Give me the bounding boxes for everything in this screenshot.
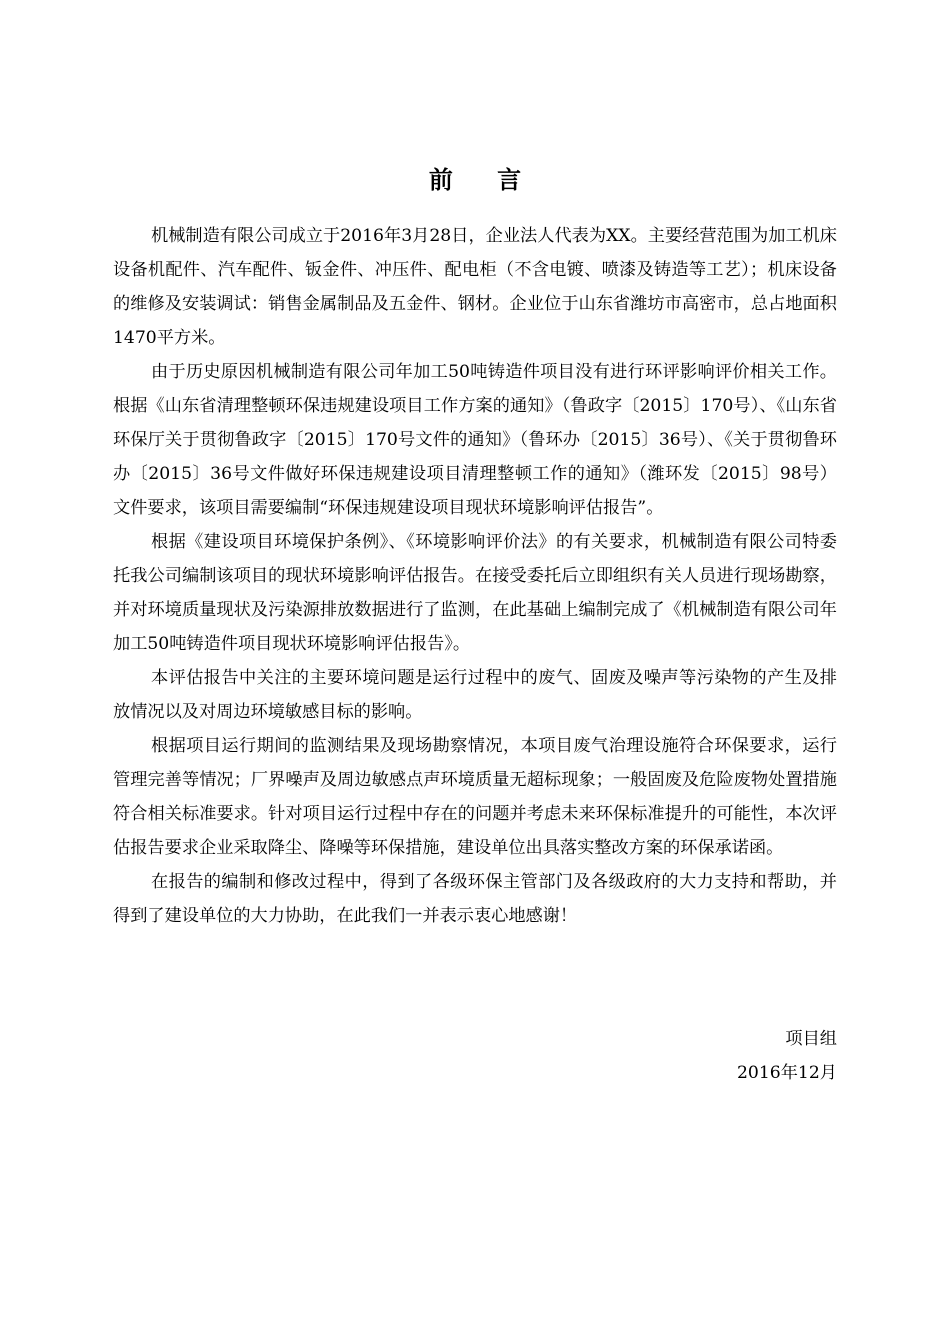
paragraph-acknowledgement: 在报告的编制和修改过程中，得到了各级环保主管部门及各级政府的大力支持和帮助，并得到了建设单位的大力协助，在此我们一并表示衷心地感谢！ — [113, 872, 837, 926]
paragraph-conclusion: 根据项目运行期间的监测结果及现场勘察情况，本项目废气治理设施符合环保要求，运行管理完善等情况；厂界噪声及周边敏感点声环境质量无超标现象；一般固废及危险废物处置措施符合相关标准要求。针对项目运行过程中存在的问题并考虑未来环保标准提升的可能性，本次评估报告要求企业采取降尘、降噪等环保措施，建设单位出具落实整改方案的环保承诺函。 — [113, 736, 837, 858]
paragraph-focus: 本评估报告中关注的主要环境问题是运行过程中的废气、固废及噪声等污染物的产生及排放情况以及对周边环境敏感目标的影响。 — [113, 668, 837, 722]
paragraph-commission: 根据《建设项目环境保护条例》、《环境影响评价法》的有关要求，机械制造有限公司特委托我公司编制该项目的现状环境影响评估报告。在接受委托后立即组织有关人员进行现场勘察，并对环境质量现状及污染源排放数据进行了监测，在此基础上编制完成了《机械制造有限公司年加工50吨铸造件项目现状环境影响评估报告》。 — [113, 532, 837, 654]
paragraph-company-intro: 机械制造有限公司成立于2016年3月28日，企业法人代表为XX。主要经营范围为加工机床设备机配件、汽车配件、钣金件、冲压件、配电柜（不含电镀、喷漆及铸造等工艺）；机床设备的维修及安装调试：销售金属制品及五金件、钢材。企业位于山东省潍坊市高密市，总占地面积1470平方米。 — [113, 226, 837, 348]
signoff-date: 2016年12月 — [737, 1063, 837, 1083]
paragraph-background: 由于历史原因机械制造有限公司年加工50吨铸造件项目没有进行环评影响评价相关工作。根据《山东省清理整顿环保违规建设项目工作方案的通知》（鲁政字〔2015〕170号）、《山东省环保厅关于贯彻鲁政字〔2015〕170号文件的通知》（鲁环办〔2015〕36号）、《关于贯彻鲁环办〔2015〕36号文件做好环保违规建设项目清理整顿工作的通知》（潍环发〔2015〕98号）文件要求，该项目需要编制“环保违规建设项目现状环境影响评估报告”。 — [113, 362, 837, 518]
signoff-author: 项目组 — [785, 1029, 837, 1049]
page-title: 前 言 — [428, 166, 540, 194]
signoff — [113, 1022, 837, 1090]
preface-body — [113, 219, 837, 933]
